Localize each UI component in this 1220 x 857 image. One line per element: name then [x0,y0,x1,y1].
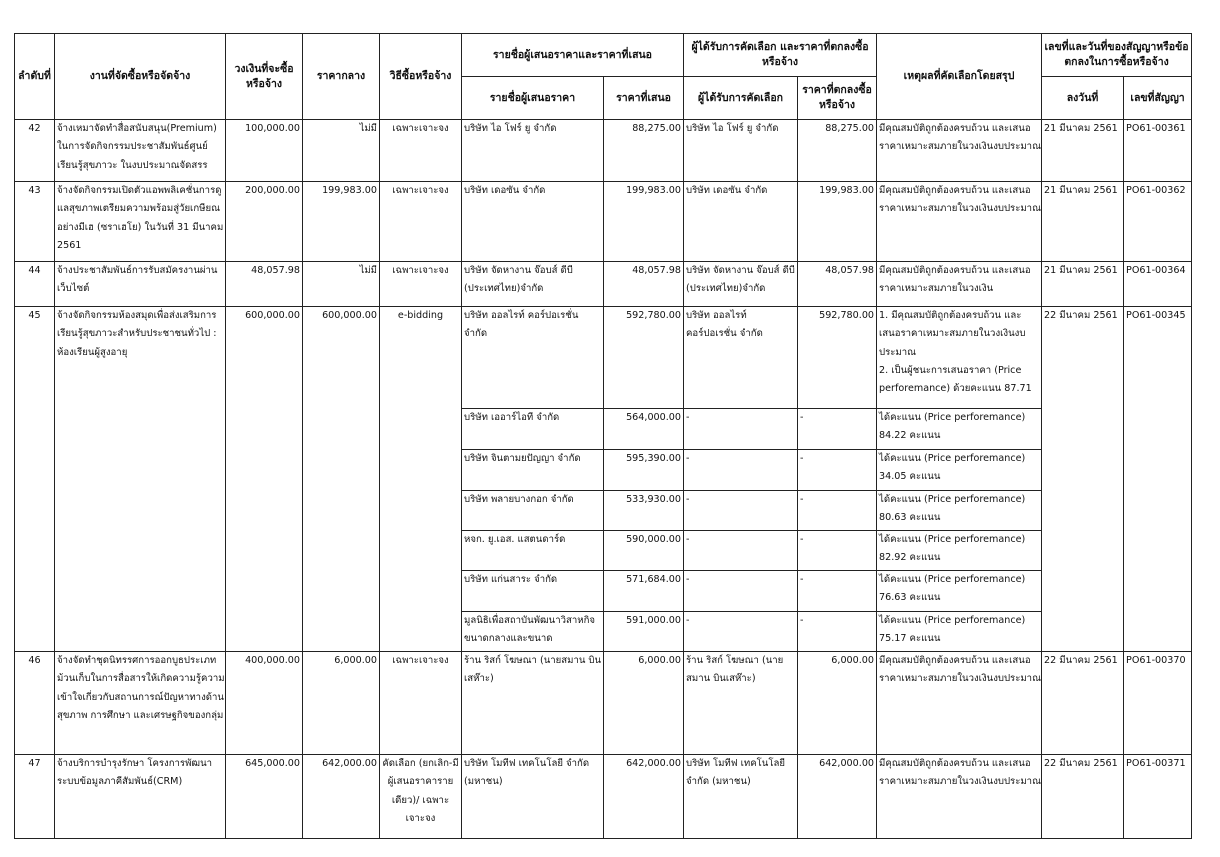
row-bidder: บริษัท จินตามยปัญญา จำกัด [462,450,604,491]
row-reason: มีคุณสมบัติถูกต้องครบถ้วน และเสนอราคาเหมาะสมภายในวงเงินงบประมาณ [877,652,1042,755]
row-agreed-price: - [798,612,877,652]
row-budget: 600,000.00 [226,307,303,652]
row-method: คัดเลือก (ยกเลิก-มีผู้เสนอราคารายเดียว)/ เฉพาะเจาะจง [380,755,462,839]
header-method: วิธีซื้อหรือจ้าง [380,34,462,120]
row-bid-price: 591,000.00 [604,612,684,652]
row-no: 43 [15,182,55,262]
row-contract-no: PO61-00362 [1124,182,1192,262]
row-agreed-price: - [798,571,877,612]
row-date: 22 มีนาคม 2561 [1042,307,1124,652]
row-selected: บริษัท เดอซัน จำกัด [684,182,798,262]
row-bid-price: 642,000.00 [604,755,684,839]
row-selected: - [684,531,798,571]
row-bidder: หจก. ยู.เอส. แสตนดาร์ด [462,531,604,571]
row-agreed-price: 48,057.98 [798,262,877,307]
row-method: e-bidding [380,307,462,652]
row-reason: มีคุณสมบัติถูกต้องครบถ้วน และเสนอราคาเหมาะสมภายในวงเงินงบประมาณ [877,120,1042,182]
row-bidder: บริษัท ไอ โฟร์ ยู จำกัด [462,120,604,182]
header-budget: วงเงินที่จะซื้อหรือจ้าง [226,34,303,120]
header-selected-group: ผู้ได้รับการคัดเลือก และราคาที่ตกลงซื้อหรือจ้าง [684,34,877,77]
row-bid-price: 592,780.00 [604,307,684,409]
header-bidders-group: รายชื่อผู้เสนอราคาและราคาที่เสนอ [462,34,684,77]
row-selected: - [684,571,798,612]
row-no: 42 [15,120,55,182]
row-contract-no: PO61-00364 [1124,262,1192,307]
row-bidder: บริษัท ออลไรท์ คอร์ปอเรชั่น จำกัด [462,307,604,409]
row-agreed-price: 642,000.00 [798,755,877,839]
row-agreed-price: 88,275.00 [798,120,877,182]
row-bidder: บริษัท เดอซัน จำกัด [462,182,604,262]
row-no: 47 [15,755,55,839]
row-agreed-price: 6,000.00 [798,652,877,755]
reason-line-2: 2. เป็นผู้ชนะการเสนอราคา (Price perforemance) ด้วยคะแนน 87.71 [879,364,1032,395]
row-task: จ้างจัดกิจกรรมเปิดตัวแอพพลิเคชั่นการดูแลสุขภาพเตรียมความพร้อมสู่วัยเกษียณอย่างมีเฮ (ซราเฮโย) ในวันที่ 31 มีนาคม 2561 [55,182,226,262]
row-reason: ได้คะแนน (Price perforemance) 80.63 คะแนน [877,491,1042,531]
row-date: 22 มีนาคม 2561 [1042,755,1124,839]
row-date: 21 มีนาคม 2561 [1042,182,1124,262]
header-task: งานที่จัดซื้อหรือจัดจ้าง [55,34,226,120]
row-method: เฉพาะเจาะจง [380,182,462,262]
row-date: 21 มีนาคม 2561 [1042,262,1124,307]
row-selected: บริษัท โมทีฟ เทคโนโลยี จำกัด (มหาชน) [684,755,798,839]
row-bidder: บริษัท โมทีฟ เทคโนโลยี จำกัด (มหาชน) [462,755,604,839]
row-task-text: จ้างจัดทำชุดนิทรรศการออกบูธประเภทม้วนเก็บในการสื่อสารให้เกิดความรู้ความเข้าใจเกี่ยวกับสถานการณ์ปัญหาทางด้านสุขภาพ การศึกษา และเศรษฐกิจของกลุ่ม [57,655,225,721]
row-budget: 48,057.98 [226,262,303,307]
row-agreed-price: 199,983.00 [798,182,877,262]
header-selected-name: ผู้ได้รับการคัดเลือก [684,77,798,120]
table-row [15,652,1192,755]
row-date: 21 มีนาคม 2561 [1042,120,1124,182]
row-reason: มีคุณสมบัติถูกต้องครบถ้วน และเสนอราคาเหมาะสมภายในวงเงินงบประมาณ [877,182,1042,262]
row-budget: 200,000.00 [226,182,303,262]
row-bidder: บริษัท เออาร์ไอที จำกัด [462,409,604,450]
row-bid-price: 6,000.00 [604,652,684,755]
row-reason: ได้คะแนน (Price perforemance) 34.05 คะแนน [877,450,1042,491]
row-bidder: บริษัท พลายบางกอก จำกัด [462,491,604,531]
row-contract-no: PO61-00361 [1124,120,1192,182]
row-bid-price: 571,684.00 [604,571,684,612]
row-median-price: 600,000.00 [303,307,380,652]
row-no: 46 [15,652,55,755]
header-contract-no: เลขที่สัญญา [1124,77,1192,120]
row-reason [877,307,1042,409]
row-median-price: 199,983.00 [303,182,380,262]
header-median-price: ราคากลาง [303,34,380,120]
procurement-table [14,33,1192,839]
row-reason: มีคุณสมบัติถูกต้องครบถ้วน และเสนอราคาเหมาะสมภายในวงเงินงบประมาณ [877,755,1042,839]
header-contract-group: เลขที่และวันที่ของสัญญาหรือข้อตกลงในการซื้อหรือจ้าง [1042,34,1192,77]
row-reason: ได้คะแนน (Price perforemance) 75.17 คะแนน [877,612,1042,652]
row-bid-price: 88,275.00 [604,120,684,182]
table-row [15,182,1192,262]
row-bid-price: 199,983.00 [604,182,684,262]
row-budget: 645,000.00 [226,755,303,839]
row-median-price: 6,000.00 [303,652,380,755]
row-reason: ได้คะแนน (Price perforemance) 84.22 คะแนน [877,409,1042,450]
row-selected: - [684,612,798,652]
reason-line-1: 1. มีคุณสมบัติถูกต้องครบถ้วน และเสนอราคาเหมาะสมภายในวงเงินงบประมาณ [879,310,1026,358]
header-no: ลำดับที่ [15,34,55,120]
table-row [15,120,1192,182]
header-reason: เหตุผลที่คัดเลือกโดยสรุป [877,34,1042,120]
row-selected: - [684,450,798,491]
row-bidder: มูลนิธิเพื่อสถาบันพัฒนาวิสาหกิจขนาดกลางและขนาด [462,612,604,652]
row-median-price: ไม่มี [303,120,380,182]
table-row [15,307,1192,409]
row-task [55,652,226,755]
row-budget: 400,000.00 [226,652,303,755]
row-median-price: ไม่มี [303,262,380,307]
row-bid-price: 595,390.00 [604,450,684,491]
row-task: จ้างบริการบำรุงรักษา โครงการพัฒนาระบบข้อมูลภาคีสัมพันธ์(CRM) [55,755,226,839]
row-bid-price: 564,000.00 [604,409,684,450]
row-selected: ร้าน ริสก์ โฆษณา (นายสมาน บินเสห๊าะ) [684,652,798,755]
row-budget: 100,000.00 [226,120,303,182]
row-agreed-price: - [798,409,877,450]
row-reason: ได้คะแนน (Price perforemance) 82.92 คะแนน [877,531,1042,571]
row-no: 44 [15,262,55,307]
row-method: เฉพาะเจาะจง [380,120,462,182]
row-agreed-price: - [798,491,877,531]
table-row [15,755,1192,839]
row-contract-no: PO61-00345 [1124,307,1192,652]
row-bidder: บริษัท จัดหางาน จ๊อบส์ ดีบี (ประเทศไทย)จำกัด [462,262,604,307]
row-bidder: ร้าน ริสก์ โฆษณา (นายสมาน บินเสห๊าะ) [462,652,604,755]
row-contract-no: PO61-00371 [1124,755,1192,839]
table-row [15,262,1192,307]
row-bid-price: 533,930.00 [604,491,684,531]
header-bidder-name: รายชื่อผู้เสนอราคา [462,77,604,120]
row-task: จ้างจัดกิจกรรมห้องสมุดเพื่อส่งเสริมการเรียนรู้สุขภาวะสำหรับประชาชนทั่วไป : ห้องเรียนผู้สูงอายุ [55,307,226,652]
row-bidder: บริษัท แก่นสาระ จำกัด [462,571,604,612]
row-agreed-price: - [798,531,877,571]
row-date: 22 มีนาคม 2561 [1042,652,1124,755]
row-method: เฉพาะเจาะจง [380,652,462,755]
header-agreed-price: ราคาที่ตกลงซื้อหรือจ้าง [798,77,877,120]
row-selected: - [684,491,798,531]
row-agreed-price: 592,780.00 [798,307,877,409]
row-bid-price: 48,057.98 [604,262,684,307]
row-task: จ้างเหมาจัดทำสื่อสนับสนุน(Premium) ในการจัดกิจกรรมประชาสัมพันธ์ศูนย์เรียนรู้สุขภาวะ ในงบประมาณจัดสรร [55,120,226,182]
header-bid-price: ราคาที่เสนอ [604,77,684,120]
row-contract-no: PO61-00370 [1124,652,1192,755]
row-agreed-price: - [798,450,877,491]
row-no: 45 [15,307,55,652]
row-selected: - [684,409,798,450]
row-median-price: 642,000.00 [303,755,380,839]
row-reason: ได้คะแนน (Price perforemance) 76.63 คะแนน [877,571,1042,612]
row-selected: บริษัท จัดหางาน จ๊อบส์ ดีบี (ประเทศไทย)จำกัด [684,262,798,307]
row-reason: มีคุณสมบัติถูกต้องครบถ้วน และเสนอราคาเหมาะสมภายในวงเงิน [877,262,1042,307]
row-bid-price: 590,000.00 [604,531,684,571]
row-selected: บริษัท ออลไรท์ คอร์ปอเรชั่น จำกัด [684,307,798,409]
row-method: เฉพาะเจาะจง [380,262,462,307]
row-selected: บริษัท ไอ โฟร์ ยู จำกัด [684,120,798,182]
row-task: จ้างประชาสัมพันธ์การรับสมัครงานผ่านเว็บไซต์ [55,262,226,307]
header-date: ลงวันที่ [1042,77,1124,120]
